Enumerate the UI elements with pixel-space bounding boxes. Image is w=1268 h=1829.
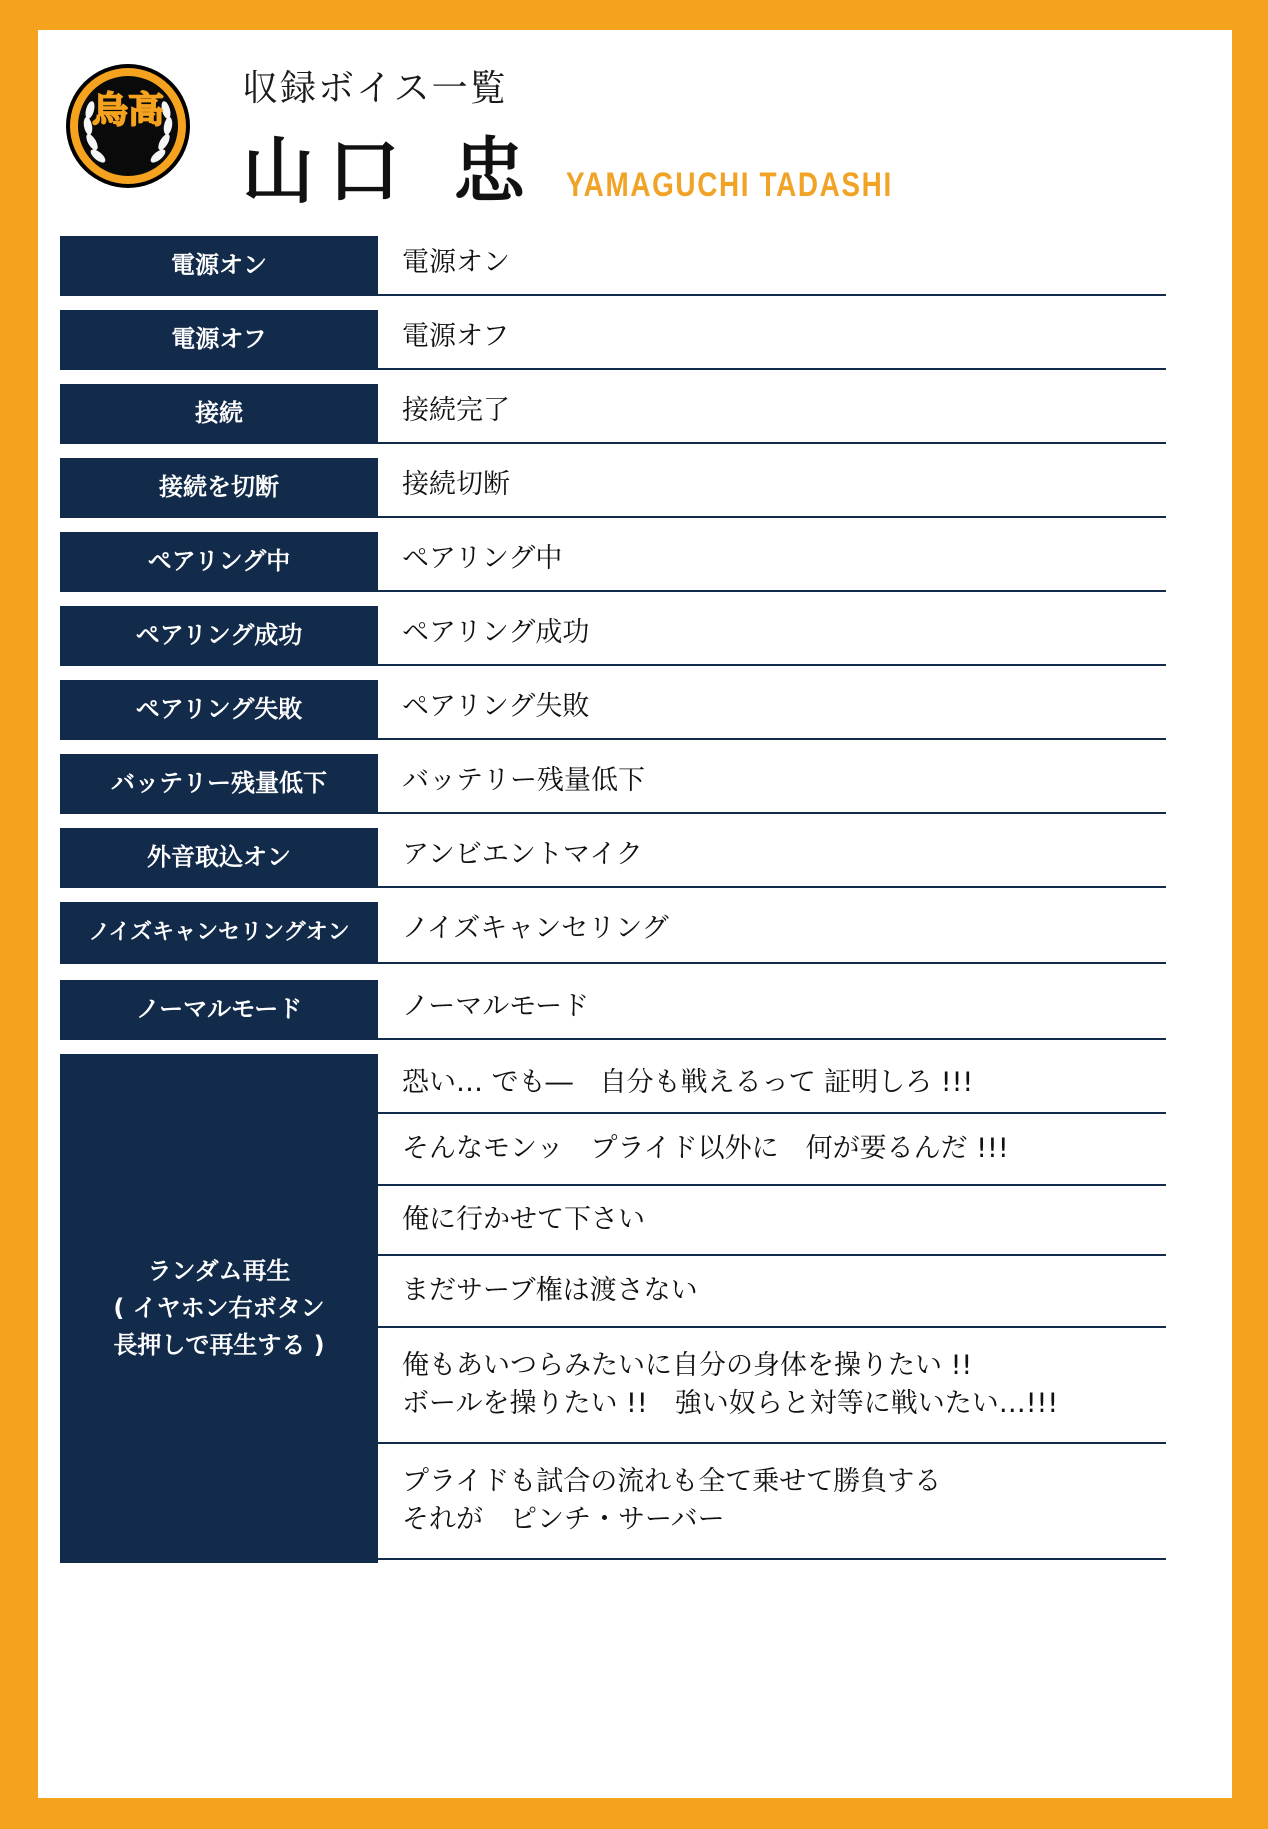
voice-line-list: [378, 606, 1166, 666]
voice-line: アンビエントマイク: [378, 828, 1166, 888]
voice-line-list: [378, 828, 1166, 888]
voice-line: 恐い… でも― 自分も戦えるって 証明しろ !!!: [378, 1054, 1166, 1114]
voice-trigger-label: ペアリング成功: [60, 606, 378, 666]
voice-line: 俺に行かせて下さい: [378, 1186, 1166, 1256]
voice-line-list: [378, 902, 1166, 964]
voice-line: 俺もあいつらみたいに自分の身体を操りたい !! ボールを操りたい !! 強い奴らと対等に戦いたい…!!!: [378, 1328, 1166, 1444]
voice-line-list: [378, 1054, 1166, 1563]
voice-line: ノーマルモード: [378, 980, 1166, 1040]
voice-trigger-label: ノイズキャンセリングオン: [60, 902, 378, 964]
voice-table: [60, 236, 1166, 1563]
page-subtitle: 収録ボイス一覧: [242, 68, 508, 109]
voice-trigger-label: ペアリング中: [60, 532, 378, 592]
voice-line: 接続切断: [378, 458, 1166, 518]
voice-row: [60, 458, 1166, 518]
voice-trigger-label: 電源オフ: [60, 310, 378, 370]
voice-trigger-label: ノーマルモード: [60, 980, 378, 1040]
voice-line: プライドも試合の流れも全て乗せて勝負する それが ピンチ・サーバー: [378, 1444, 1166, 1560]
voice-line-list: [378, 754, 1166, 814]
voice-row: [60, 532, 1166, 592]
voice-line: ノイズキャンセリング: [378, 902, 1166, 964]
voice-trigger-label: 電源オン: [60, 236, 378, 296]
voice-trigger-label: 接続: [60, 384, 378, 444]
voice-line: バッテリー残量低下: [378, 754, 1166, 814]
voice-line-list: [378, 680, 1166, 740]
voice-trigger-label: 外音取込オン: [60, 828, 378, 888]
voice-row: [60, 680, 1166, 740]
voice-line: 電源オン: [378, 236, 1166, 296]
voice-row: [60, 1054, 1166, 1563]
voice-row: [60, 310, 1166, 370]
voice-line: 電源オフ: [378, 310, 1166, 370]
voice-line: まだサーブ権は渡さない: [378, 1256, 1166, 1328]
voice-row: [60, 754, 1166, 814]
voice-list-sheet: [38, 30, 1232, 1798]
voice-row: [60, 236, 1166, 296]
page-heading: [242, 60, 965, 217]
voice-trigger-label: 接続を切断: [60, 458, 378, 518]
voice-row: [60, 902, 1166, 964]
voice-row: [60, 828, 1166, 888]
voice-line-list: [378, 458, 1166, 518]
voice-line: ペアリング中: [378, 532, 1166, 592]
voice-line: ペアリング成功: [378, 606, 1166, 666]
name-row: [242, 113, 965, 217]
voice-line-list: [378, 532, 1166, 592]
voice-row: [60, 384, 1166, 444]
voice-trigger-label: バッテリー残量低下: [60, 754, 378, 814]
voice-line: ペアリング失敗: [378, 680, 1166, 740]
voice-row: [60, 980, 1166, 1040]
voice-line: 接続完了: [378, 384, 1166, 444]
voice-trigger-label: ペアリング失敗: [60, 680, 378, 740]
voice-line-list: [378, 236, 1166, 296]
emblem-char-top: 烏高: [91, 90, 165, 131]
voice-line-list: [378, 980, 1166, 1040]
voice-line-list: [378, 310, 1166, 370]
voice-line: そんなモンッ プライド以外に 何が要るんだ !!!: [378, 1114, 1166, 1186]
voice-trigger-label: ランダム再生 ( イヤホン右ボタン 長押しで再生する ): [60, 1054, 378, 1563]
voice-line-list: [378, 384, 1166, 444]
character-name: 山口 忠: [242, 129, 540, 213]
character-romaji: YAMAGUCHI TADASHI: [566, 166, 894, 204]
voice-row: [60, 606, 1166, 666]
karasuno-emblem-icon: [64, 62, 192, 190]
